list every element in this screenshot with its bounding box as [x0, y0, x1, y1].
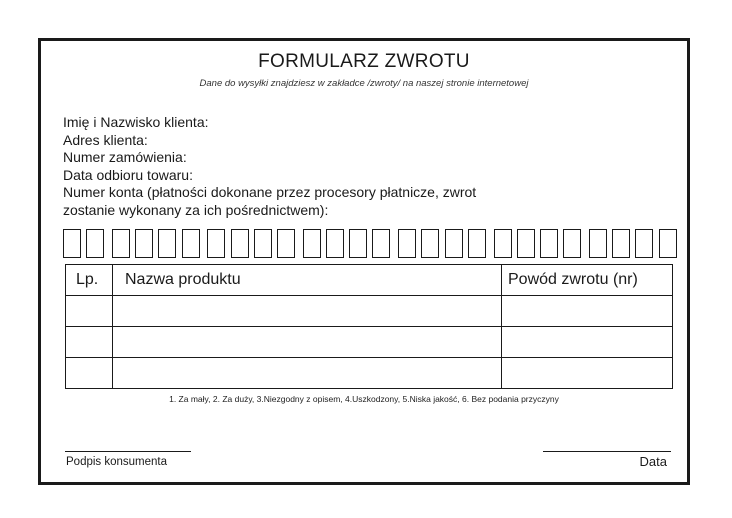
account-digit-box[interactable]	[398, 229, 416, 258]
customer-fields	[63, 114, 623, 219]
account-digit-box[interactable]	[540, 229, 558, 258]
account-digit-box[interactable]	[517, 229, 535, 258]
table-cell[interactable]	[502, 296, 673, 327]
account-digit-box[interactable]	[303, 229, 321, 258]
field-order-number[interactable]: Numer zamówienia:	[63, 149, 187, 165]
table-row	[66, 327, 673, 358]
account-digit-box[interactable]	[63, 229, 81, 258]
account-digit-box[interactable]	[659, 229, 677, 258]
account-digit-box[interactable]	[182, 229, 200, 258]
account-digit-box[interactable]	[254, 229, 272, 258]
field-account-number-label: Numer konta (płatności dokonane przez procesory płatnicze, zwrot	[63, 184, 477, 200]
account-digit-box[interactable]	[445, 229, 463, 258]
account-digit-box[interactable]	[494, 229, 512, 258]
table-cell[interactable]	[113, 296, 502, 327]
column-header-return-reason: Powód zwrotu (nr)	[502, 265, 673, 296]
account-digit-box[interactable]	[158, 229, 176, 258]
account-digit-box[interactable]	[468, 229, 486, 258]
table-cell[interactable]	[113, 358, 502, 389]
account-digit-box[interactable]	[635, 229, 653, 258]
consumer-signature-line[interactable]	[65, 451, 191, 452]
account-digit-box[interactable]	[326, 229, 344, 258]
table-row	[66, 358, 673, 389]
field-customer-address[interactable]: Adres klienta:	[63, 131, 148, 148]
account-digit-box[interactable]	[112, 229, 130, 258]
table-cell[interactable]	[66, 358, 113, 389]
form-subtitle: Dane do wysyłki znajdziesz w zakładce /zwroty/ na naszej stronie internetowej	[199, 78, 529, 89]
products-table	[65, 264, 673, 389]
table-cell[interactable]	[113, 327, 502, 358]
table-cell[interactable]	[66, 327, 113, 358]
column-header-lp: Lp.	[66, 265, 113, 296]
field-pickup-date[interactable]: Data odbioru towaru:	[63, 166, 193, 183]
date-label: Data	[639, 454, 667, 469]
account-digit-box[interactable]	[349, 229, 367, 258]
field-account-number-label-cont: zostanie wykonany za ich pośrednictwem):	[63, 201, 329, 218]
return-reasons-legend: 1. Za mały, 2. Za duży, 3.Niezgodny z opisem, 4.Uszkodzony, 5.Niska jakość, 6. Bez podania przyczyny	[169, 394, 559, 404]
account-digit-box[interactable]	[86, 229, 104, 258]
account-digit-box[interactable]	[372, 229, 390, 258]
consumer-signature-label: Podpis konsumenta	[66, 456, 168, 468]
form-title: FORMULARZ ZWROTU	[258, 51, 470, 72]
table-cell[interactable]	[502, 327, 673, 358]
account-digit-box[interactable]	[135, 229, 153, 258]
table-row	[66, 296, 673, 327]
account-digit-box[interactable]	[589, 229, 607, 258]
date-line[interactable]	[543, 451, 671, 452]
account-digit-box[interactable]	[277, 229, 295, 258]
field-customer-name[interactable]: Imię i Nazwisko klienta:	[63, 114, 209, 130]
account-digit-box[interactable]	[563, 229, 581, 258]
table-header-row	[66, 265, 673, 296]
account-digit-box[interactable]	[421, 229, 439, 258]
account-digit-box[interactable]	[231, 229, 249, 258]
table-cell[interactable]	[502, 358, 673, 389]
table-cell[interactable]	[66, 296, 113, 327]
column-header-product-name: Nazwa produktu	[113, 265, 502, 296]
account-digit-box[interactable]	[612, 229, 630, 258]
account-digit-box[interactable]	[207, 229, 225, 258]
return-form	[38, 38, 690, 485]
